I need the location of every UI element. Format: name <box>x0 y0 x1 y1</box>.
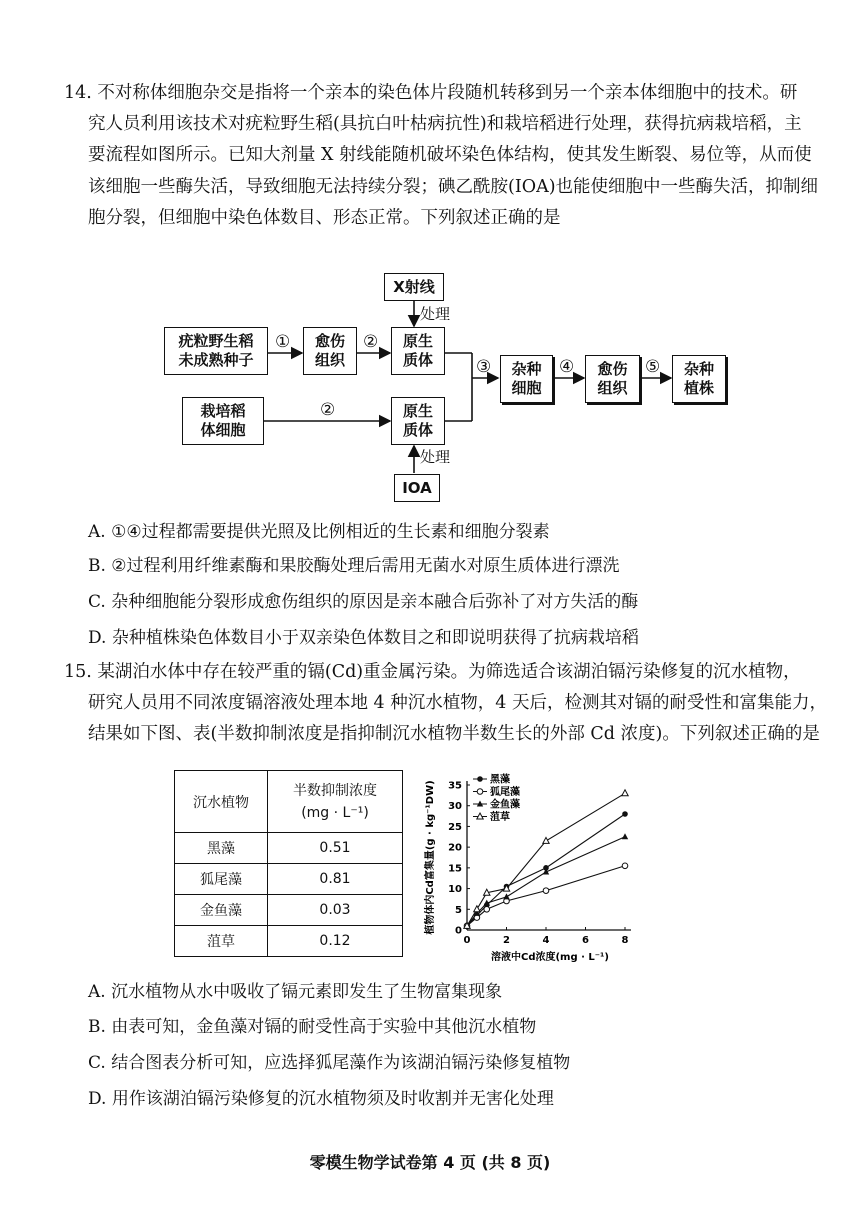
legend-label: 菹草 <box>490 812 510 823</box>
x-tick-label: 0 <box>463 935 471 946</box>
data-point <box>484 906 490 912</box>
q14-option-a: A. ①④过程都需要提供光照及比例相近的生长素和细胞分裂素 <box>88 522 550 542</box>
step5-label: ⑤ <box>645 357 661 377</box>
data-point <box>622 833 628 839</box>
page-footer: 零模生物学试卷第 4 页 (共 8 页) <box>309 1153 551 1172</box>
wild-rice-seed-line1: 疣粒野生稻 <box>178 332 254 350</box>
table-cell-plant: 金鱼藻 <box>175 895 268 926</box>
y-tick-label: 25 <box>448 821 462 833</box>
callus2-line1: 愈伤 <box>597 360 628 378</box>
step3-label: ③ <box>476 357 492 377</box>
legend-label: 金鱼藻 <box>490 799 520 811</box>
callus1-line2: 组织 <box>314 351 345 369</box>
protoplast2-box <box>391 397 445 445</box>
callus2-line2: 组织 <box>597 379 628 397</box>
data-point <box>622 811 628 817</box>
step2b-label: ② <box>320 400 336 420</box>
legend-label: 黑藻 <box>490 774 510 786</box>
data-point <box>622 790 628 796</box>
wild-rice-seed-line2: 未成熟种子 <box>178 351 254 369</box>
callus2-box <box>585 355 640 403</box>
q15-line: 结果如下图、表(半数抑制浓度是指抑制沉水植物半数生长的外部 Cd 浓度)。下列叙述正确的是 <box>88 724 820 745</box>
protoplast1-line1: 原生 <box>402 332 433 350</box>
hybrid-cell-line1: 杂种 <box>511 360 542 378</box>
q15-option-a: A. 沉水植物从水中吸收了镉元素即发生了生物富集现象 <box>88 982 503 1002</box>
q15-stem <box>64 657 827 751</box>
table-header-ic50-line1: 半数抑制浓度 <box>293 782 377 799</box>
protoplast1-box <box>391 327 445 375</box>
data-point <box>543 837 549 843</box>
x-tick-label: 2 <box>503 935 510 946</box>
cultivated-cell-line1: 栽培稻 <box>200 402 246 420</box>
table-cell-plant: 菹草 <box>175 926 268 957</box>
data-point <box>477 789 483 795</box>
x-tick-label: 8 <box>621 935 629 946</box>
legend-label: 狐尾藻 <box>490 787 520 798</box>
y-tick-label: 15 <box>448 863 462 875</box>
protoplast2-line2: 质体 <box>402 421 433 439</box>
table-cell-value: 0.12 <box>268 926 403 957</box>
q14-option-d: D. 杂种植株染色体数目小于双亲染色体数目之和即说明获得了抗病栽培稻 <box>88 628 639 648</box>
data-point <box>477 776 483 782</box>
xray-treat-label: 处理 <box>420 305 451 323</box>
y-tick-label: 10 <box>448 884 462 896</box>
table-header-ic50 <box>268 771 403 833</box>
step4-label: ④ <box>559 357 575 377</box>
q15-option-d: D. 用作该湖泊镉污染修复的沉水植物须及时收割并无害化处理 <box>88 1089 554 1109</box>
q14-option-b: B. ②过程利用纤维素酶和果胶酶处理后需用无菌水对原生质体进行漂洗 <box>88 556 620 576</box>
xray-box: X射线 <box>384 273 444 301</box>
table-cell-plant: 狐尾藻 <box>175 864 268 895</box>
y-tick-label: 20 <box>448 842 462 854</box>
cd-enrichment-chart <box>415 766 655 976</box>
data-point <box>503 893 509 899</box>
cultivated-cell-line2: 体细胞 <box>200 421 246 439</box>
q15-option-c: C. 结合图表分析可知，应选择狐尾藻作为该湖泊镉污染修复植物 <box>88 1053 571 1073</box>
protoplast2-line1: 原生 <box>402 402 433 420</box>
ioa-box: IOA <box>394 474 440 502</box>
table-header-plant: 沉水植物 <box>175 771 268 833</box>
ioa-treat-label: 处理 <box>420 448 451 466</box>
hybrid-plant-line2: 植株 <box>683 379 714 397</box>
series-line <box>467 866 625 926</box>
hybrid-cell-line2: 细胞 <box>511 379 542 397</box>
y-tick-label: 0 <box>455 925 462 937</box>
q14-line: 要流程如图所示。已知大剂量 X 射线能随机破坏染色体结构，使其发生断裂、易位等，从而使 <box>88 145 812 166</box>
q15-line: 15. 某湖泊水体中存在较严重的镉(Cd)重金属污染。为筛选适合该湖泊镉污染修复的沉水植物， <box>64 662 801 682</box>
x-tick-label: 4 <box>542 935 550 946</box>
q15-line: 研究人员用不同浓度镉溶液处理本地 4 种沉水植物，4 天后，检测其对镉的耐受性和富集能力， <box>88 693 827 714</box>
callus1-box <box>303 327 357 375</box>
table-header-ic50-line2: (mg · L⁻¹) <box>301 804 369 821</box>
y-tick-label: 35 <box>448 780 462 792</box>
y-axis-label: 植物体内Cd富集量(g · kg⁻¹DW) <box>425 780 436 935</box>
q14-line: 究人员利用该技术对疣粒野生稻(具抗白叶枯病抗性)和栽培稻进行处理，获得抗病栽培稻，主 <box>88 114 802 135</box>
data-point <box>622 863 628 869</box>
q14-line: 该细胞一些酶失活，导致细胞无法持续分裂；碘乙酰胺(IOA)也能使细胞中一些酶失活，抑制细 <box>88 176 819 197</box>
table-cell-value: 0.81 <box>268 864 403 895</box>
callus1-line1: 愈伤 <box>314 332 345 350</box>
q14-line: 14. 不对称体细胞杂交是指将一个亲本的染色体片段随机转移到另一个亲本体细胞中的技术。研 <box>64 83 798 103</box>
q15-table <box>174 770 403 957</box>
y-tick-label: 5 <box>455 904 462 916</box>
y-tick-label: 30 <box>448 801 462 813</box>
q14-option-c: C. 杂种细胞能分裂形成愈伤组织的原因是亲本融合后弥补了对方失活的酶 <box>88 592 639 612</box>
hybrid-plant-line1: 杂种 <box>683 360 714 378</box>
wild-rice-seed-box <box>164 327 268 375</box>
protoplast1-line2: 质体 <box>402 351 433 369</box>
hybrid-plant-box <box>672 355 726 403</box>
hybrid-cell-box <box>500 355 553 403</box>
x-tick-label: 6 <box>582 935 589 946</box>
cultivated-cell-box <box>182 397 264 445</box>
step1-label: ① <box>275 332 291 352</box>
x-axis-label: 溶液中Cd浓度(mg · L⁻¹) <box>490 952 610 963</box>
data-point <box>474 906 480 912</box>
q15-option-b: B. 由表可知，金鱼藻对镉的耐受性高于实验中其他沉水植物 <box>88 1017 537 1037</box>
step2a-label: ② <box>363 332 379 352</box>
table-cell-plant: 黑藻 <box>175 833 268 864</box>
data-point <box>543 888 549 894</box>
table-cell-value: 0.03 <box>268 895 403 926</box>
table-cell-value: 0.51 <box>268 833 403 864</box>
q14-line: 胞分裂，但细胞中染色体数目、形态正常。下列叙述正确的是 <box>88 207 561 228</box>
series-line <box>467 837 625 926</box>
